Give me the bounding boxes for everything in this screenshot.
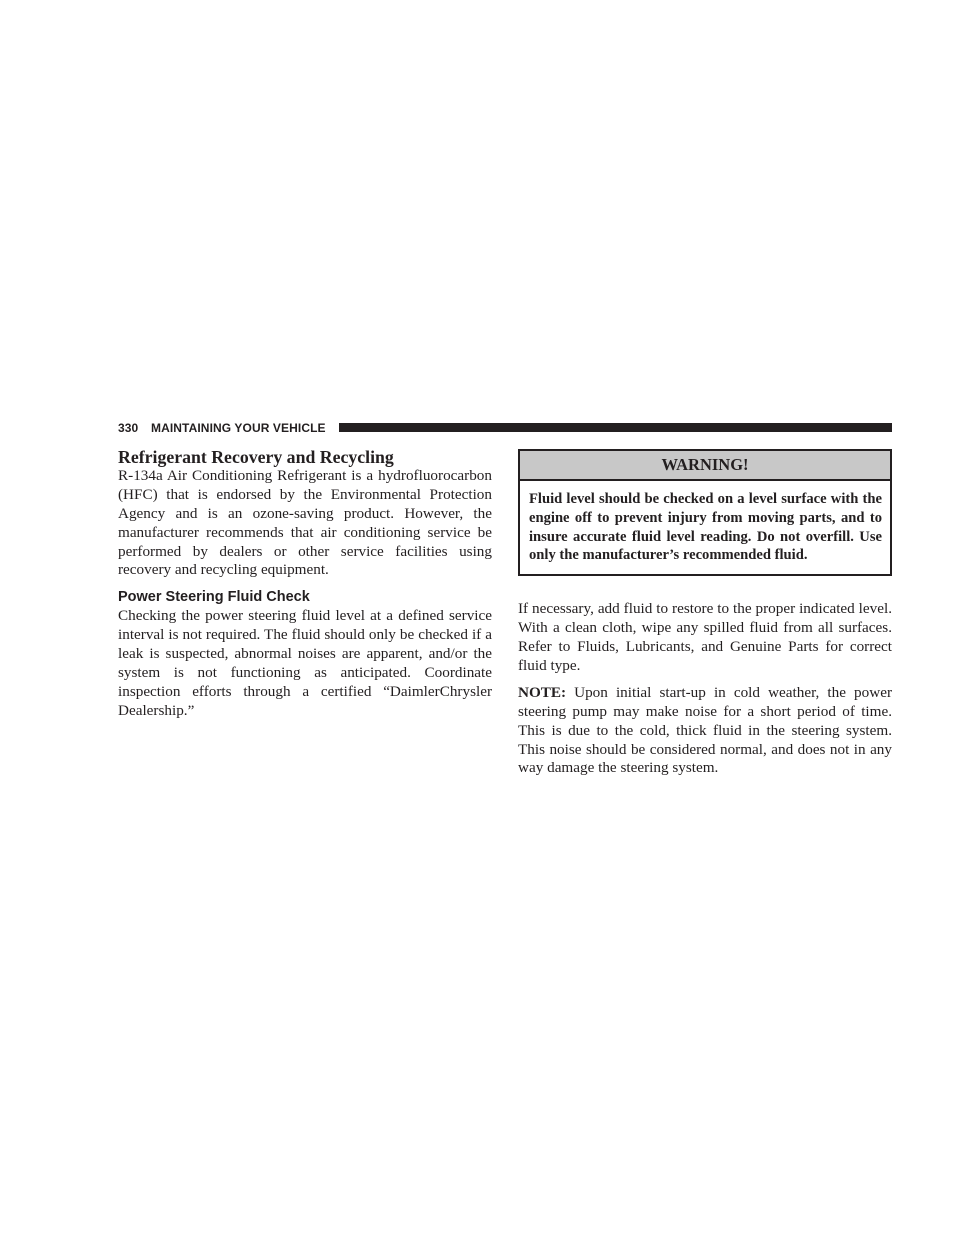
warning-box <box>518 449 892 576</box>
refrigerant-heading: Refrigerant Recovery and Recycling <box>118 447 394 467</box>
page-header <box>118 418 892 436</box>
left-column <box>118 448 492 721</box>
note-paragraph <box>518 684 892 779</box>
power-steering-heading: Power Steering Fluid Check <box>118 589 310 606</box>
header-rule <box>339 423 892 432</box>
refrigerant-paragraph: R-134a Air Conditioning Refrigerant is a hydrofluorocarbon (HFC) that is endorsed by the Environmental Protection Agency and is an ozone-saving product. However, the manufacturer recommends that air conditioning service be performed by dealers or other service facilities using recovery and recycling equipment. <box>118 466 492 579</box>
right-column <box>518 449 892 778</box>
section-title: MAINTAINING YOUR VEHICLE <box>151 421 326 435</box>
add-fluid-paragraph: If necessary, add fluid to restore to the proper indicated level. With a clean cloth, wipe any spilled fluid from all surfaces. Refer to Fluids, Lubricants, and Genuine Parts for correct fluid type. <box>518 600 892 674</box>
warning-text: Fluid level should be checked on a level surface with the engine off to prevent injury from moving parts, and to insure accurate fluid level reading. Do not overfill. Use only the manufacturer’s recommended fluid. <box>529 491 882 564</box>
note-text: Upon initial start-up in cold weather, the power steering pump may make noise for a short period of time. This is due to the cold, thick fluid in the steering system. This noise should be considered normal, and does not in any way damage the steering system. <box>518 683 892 777</box>
power-steering-paragraph: Checking the power steering fluid level at a defined service interval is not required. The fluid should only be checked if a leak is suspected, abnormal noises are apparent, and/or the system is not functioning as anticipated. Coordinate inspection efforts through a certified “DaimlerChrysler Dealership.” <box>118 607 492 719</box>
page-number: 330 <box>118 421 139 435</box>
warning-title: WARNING! <box>520 451 890 481</box>
note-label: NOTE: <box>518 683 567 701</box>
